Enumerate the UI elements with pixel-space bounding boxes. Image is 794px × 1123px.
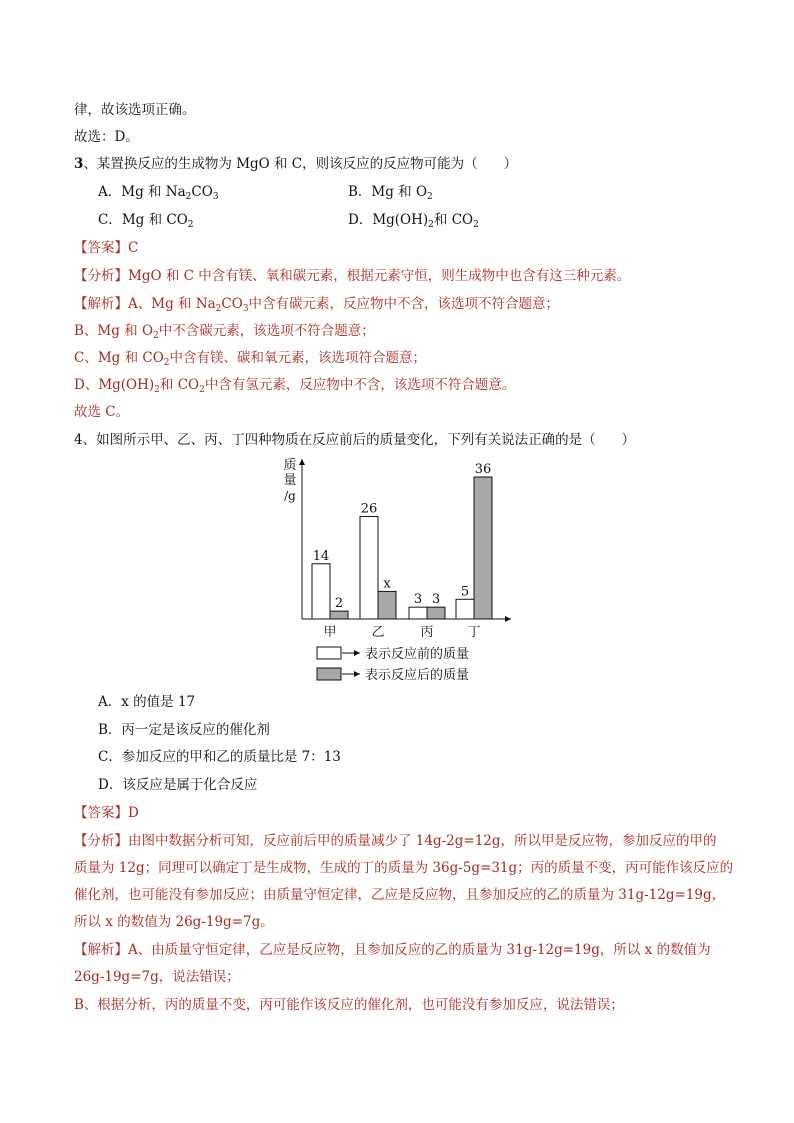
q3-option-b: B．Mg 和 $O_2$: [348, 184, 433, 202]
y-axis-label-char: /g: [284, 489, 296, 503]
q3-conclusion: 故选 C。: [74, 404, 130, 420]
intro-line-2: 故选：D。: [74, 129, 139, 145]
bar-after: [474, 477, 492, 619]
q4-analysis-line: 催化剂，也可能没有参加反应；由质量守恒定律，乙应是反应物，且参加反应的乙的质量为 31g-12g=19g，: [74, 887, 726, 903]
q3-answer: 【答案】C: [74, 240, 139, 256]
q4-option-a: A．x 的值是 17: [98, 694, 196, 710]
bar-before: [360, 516, 378, 619]
q3-explain-b: B、Mg 和 $O_2$中不含碳元素，该选项不符合题意；: [74, 323, 375, 341]
bar-after: [427, 607, 445, 619]
category-label: 甲: [323, 625, 337, 640]
bar-before: [456, 599, 474, 619]
category-label: 丙: [420, 625, 434, 640]
q4-answer: 【答案】D: [74, 805, 139, 821]
y-axis-label-char: 质: [283, 458, 297, 473]
category-labels: [323, 625, 480, 640]
bar-before: [409, 607, 427, 619]
legend-swatch-before: [317, 647, 341, 659]
intro-line-1: 律，故该选项正确。: [74, 102, 196, 118]
bar-after: [378, 591, 396, 619]
category-label: 丁: [467, 625, 481, 640]
q3-explain-c: C、Mg 和 $CO_2$中含有镁、碳和氧元素，该选项符合题意；: [74, 350, 427, 368]
q3-stem-text: 、某置换反应的生成物为 MgO 和 C，则该反应的反应物可能为（: [83, 156, 478, 172]
q4-option-b: B．丙一定是该反应的催化剂: [98, 722, 270, 738]
q3-number: 3: [74, 156, 84, 172]
q3-option-d: D．$Mg(OH)_2$和 $CO_2$: [348, 212, 479, 230]
q4-explain-line: B、根据分析，丙的质量不变，丙可能作该反应的催化剂，也可能没有参加反应，说法错误；: [74, 997, 624, 1013]
bar-data-label: 3: [431, 592, 441, 608]
bar-data-label: x: [383, 576, 391, 592]
legend-swatch-after: [317, 668, 341, 680]
q4-option-d: D．该反应是属于化合反应: [98, 777, 258, 793]
category-label: 乙: [371, 625, 385, 640]
q3-option-c: C．Mg 和 $CO_2$: [98, 212, 194, 230]
q3-explain-d: D、$Mg(OH)_2$和 $CO_2$中含有氢元素，反应物中不含，该选项不符合题意。: [74, 377, 516, 395]
legend-label-after: 表示反应后的质量: [365, 668, 470, 683]
bar-data-label: 2: [334, 596, 344, 612]
y-axis-label: [283, 458, 296, 503]
mass-bar-chart: [275, 455, 525, 687]
q4-analysis-line: 质量为 12g；同理可以确定丁是生成物，生成的丁的质量为 36g-5g=31g；丙的质量不变，丙可能作该反应的: [74, 860, 734, 876]
bar-data-label: 26: [360, 501, 378, 517]
bar-after: [330, 611, 348, 619]
q3-stem: [74, 154, 517, 174]
legend-label-before: 表示反应前的质量: [365, 647, 470, 662]
q4-option-c: C．参加反应的甲和乙的质量比是 7：13: [98, 749, 341, 765]
q4-analysis-line: 【分析】由图中数据分析可知，反应前后甲的质量减少了 14g-2g=12g，所以甲是反应物，参加反应的甲的: [74, 833, 717, 849]
q4-analysis-line: 所以 x 的数值为 26g-19g=7g。: [74, 914, 274, 930]
bar-before: [312, 564, 330, 619]
bar-data-label: 3: [413, 592, 423, 608]
y-axis-label-char: 量: [283, 473, 297, 488]
legend: [317, 646, 469, 683]
q3-analysis: 【分析】MgO 和 C 中含有镁、氧和碳元素，根据元素守恒，则生成物中也含有这三种元素。: [74, 268, 631, 284]
q4-explain-line: 26g-19g=7g，说法错误；: [74, 969, 240, 985]
bars-group: [312, 462, 492, 619]
q4-stem: 4、如图所示甲、乙、丙、丁四种物质在反应前后的质量变化，下列有关说法正确的是（ ）: [74, 432, 636, 448]
q3-stem-close: ）: [503, 156, 518, 172]
bar-data-label: 14: [312, 548, 330, 564]
q3-explain-a: 【解析】A、Mg 和 $Na_2CO_3$中含有碳元素，反应物中不含，该选项不符合题意；: [74, 296, 560, 314]
bar-data-label: 36: [474, 462, 492, 477]
q4-explain-line: 【解析】A、由质量守恒定律，乙应是反应物，且参加反应的乙的质量为 31g-12g=19g，所以 x 的数值为: [74, 942, 711, 958]
q3-option-a: A．Mg 和 $Na_2CO_3$: [98, 184, 219, 202]
bar-data-label: 5: [460, 584, 470, 600]
